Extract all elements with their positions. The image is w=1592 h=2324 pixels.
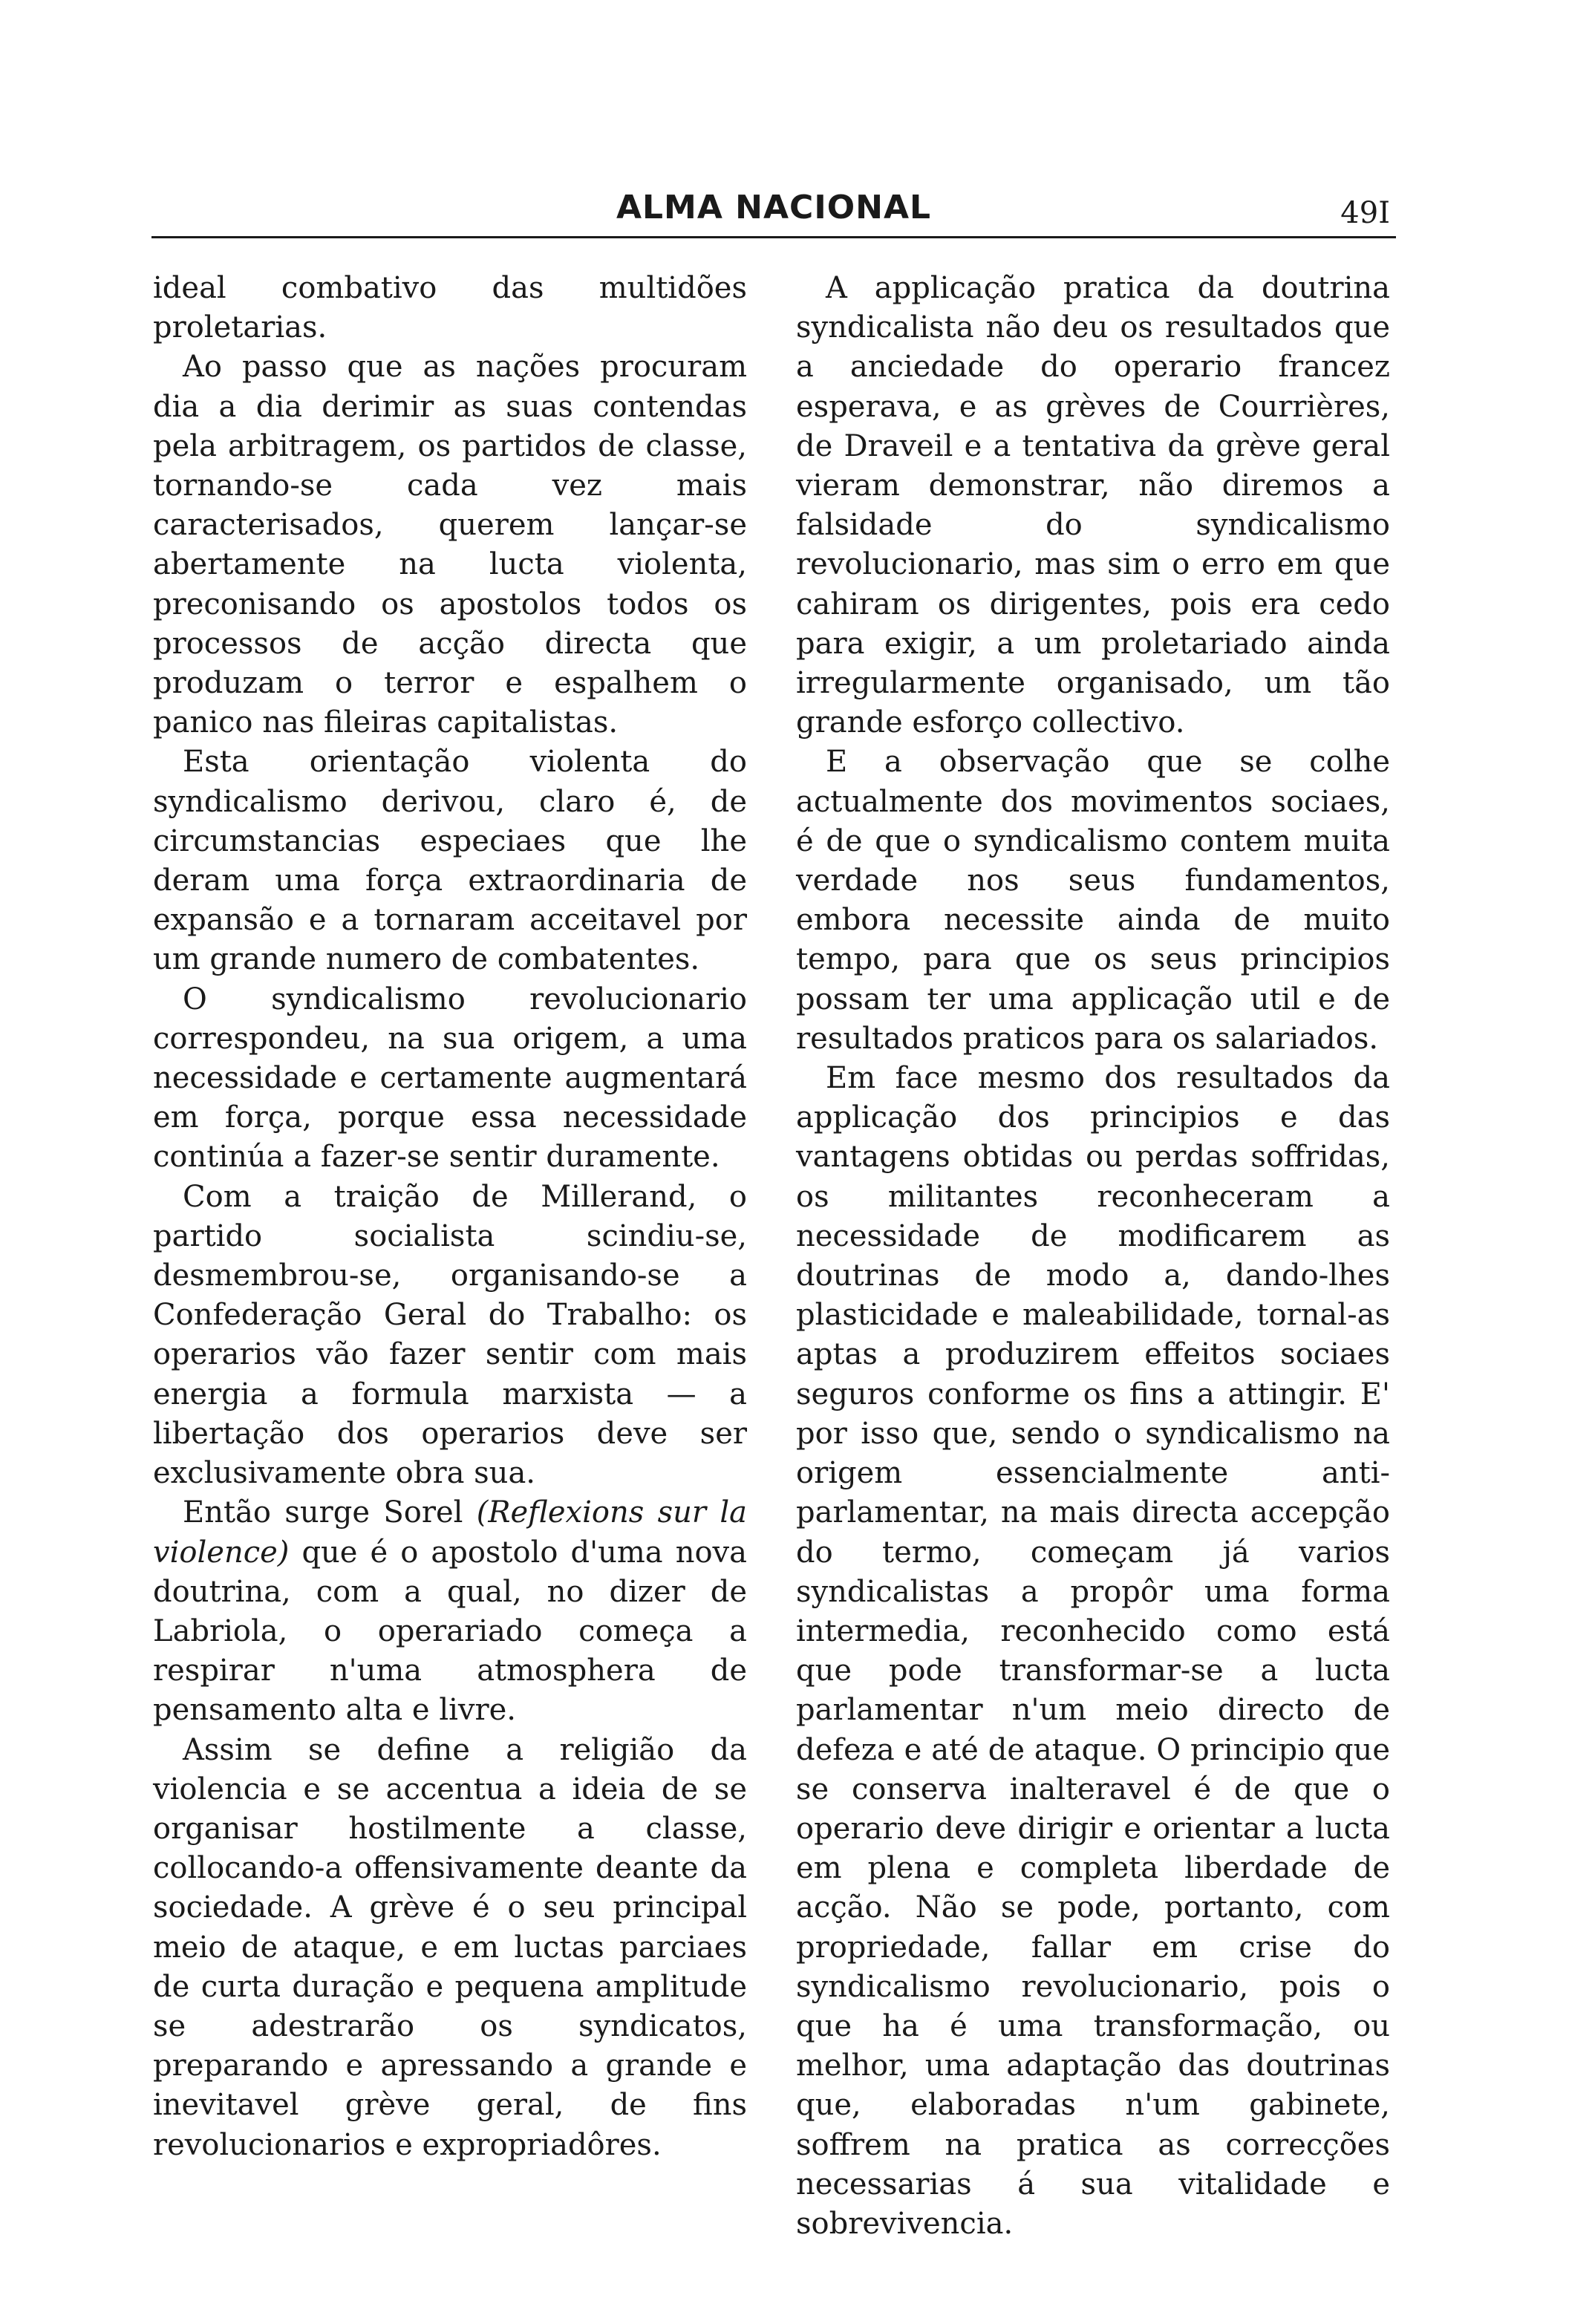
paragraph-sorel <box>153 1493 747 1730</box>
left-column <box>153 269 747 2165</box>
paragraph: E a observação que se colhe actualmente dos movimentos sociaes, é de que o syndicalismo contem muita verdade nos seus fundamentos, embora necessite ainda de muito tempo, para que os seus principios possam ter uma applicação util e de resultados praticos para os salariados. <box>796 745 1390 1056</box>
paragraph: Esta orientação violenta do syndicalismo derivou, claro é, de circumstancias especiaes que lhe deram uma força extraordinaria de expansão e a tornaram acceitavel por um grande numero de combatentes. <box>153 745 747 977</box>
paragraph: O syndicalismo revolucionario correspondeu, na sua origem, a uma necessidade e certamente augmentará em força, porque essa necessidade continúa a fazer-se sentir duramente. <box>153 982 747 1175</box>
running-title: ALMA NACIONAL <box>616 189 932 226</box>
sorel-text-after: que é o apostolo d'uma nova doutrina, com a qual, no dizer de Labriola, o operariado começa a respirar n'uma atmosphera de pensamento alta e livre. <box>153 1535 747 1728</box>
paragraph: Com a traição de Millerand, o partido socialista scindiu-se, desmembrou-se, organisando-se a Confederação Geral do Trabalho: os operarios vão fazer sentir com mais energia a formula marxista — a libertação dos operarios deve ser exclusivamente obra sua. <box>153 1179 747 1491</box>
paragraph: Em face mesmo dos resultados da applicação dos principios e das vantagens obtidas ou perdas soffridas, os militantes reconheceram a necessidade de modificarem as doutrinas de modo a, dando-lhes plasticidade e maleabilidade, tornal-as aptas a produzirem effeitos sociaes seguros conforme os fins a attingir. E' por isso que, sendo o syndicalismo na origem essencialmente anti-parlamentar, na mais directa accepção do termo, começam já varios syndicalistas a propôr uma forma intermedia, reconhecido como está que pode transformar-se a lucta parlamentar n'um meio directo de defeza e até de ataque. O principio que se conserva inalteravel é de que o operario deve dirigir e orientar a lucta em plena e completa liberdade de acção. Não se pode, portanto, com propriedade, fallar em crise do syndicalismo revolucionario, pois o que ha é uma transformação, ou melhor, uma adaptação das doutrinas que, elaboradas n'um gabinete, soffrem na pratica as correcções necessarias á sua vitalidade e sobrevivencia. <box>796 1061 1390 2241</box>
book-title-italic: (Reflexions sur la violence) <box>153 1495 747 1570</box>
paragraph: A applicação pratica da doutrina syndicalista não deu os resultados que a anciedade do operario francez esperava, e as grèves de Courrières, de Draveil e a tentativa da grève geral vieram demonstrar, não diremos a falsidade do syndicalismo revolucionario, mas sim o erro em que cahiram os dirigentes, pois era cedo para exigir, a um proletariado ainda irregularmente organisado, um tão grande esforço collectivo. <box>796 271 1390 740</box>
paragraph: Ao passo que as nações procuram dia a dia derimir as suas contendas pela arbitragem, os partidos de classe, tornando-se cada vez mais caracterisados, querem lançar-se abertamente na lucta violenta, preconisando os apostolos todos os processos de acção directa que produzam o terror e espalhem o panico nas fileiras capitalistas. <box>153 350 747 740</box>
paragraph: Assim se define a religião da violencia e se accentua a ideia de se organisar hostilmente a classe, collocando-a offensivamente deante da sociedade. A grève é o seu principal meio de ataque, e em luctas parciaes de curta duração e pequena amplitude se adestrarão os syndicatos, preparando e apressando a grande e inevitavel grève geral, de fins revolucionarios e expropriadôres. <box>153 1732 747 2162</box>
page-number: 49I <box>1340 196 1390 230</box>
paragraph: ideal combativo das multidões proletarias. <box>153 271 747 345</box>
right-column <box>796 269 1390 2244</box>
sorel-text-before: Então surge Sorel <box>183 1495 477 1530</box>
page-header <box>151 184 1396 238</box>
